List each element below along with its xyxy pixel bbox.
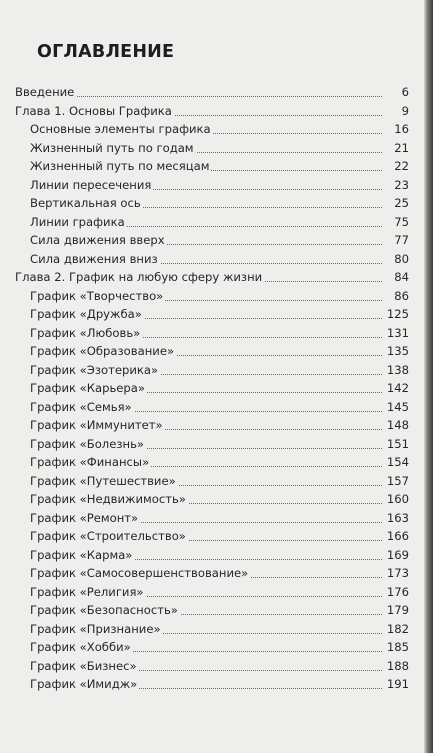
toc-entry-title-wrapper bbox=[30, 620, 163, 639]
toc-section-entry[interactable] bbox=[0, 231, 424, 250]
toc-entry-title: График «Образование» bbox=[30, 344, 175, 358]
toc-page-number: 188 bbox=[385, 657, 409, 676]
toc-page-number: 80 bbox=[392, 250, 409, 269]
toc-entry-title-wrapper bbox=[30, 583, 146, 602]
toc-entry-title: График «Ремонт» bbox=[30, 510, 139, 525]
toc-section-entry[interactable] bbox=[0, 601, 424, 620]
toc-page-number: 125 bbox=[385, 305, 409, 324]
toc-page-number: 157 bbox=[385, 472, 409, 491]
toc-entry-title: График «Дружба» bbox=[30, 307, 142, 321]
toc-entry-title-wrapper bbox=[15, 102, 174, 121]
toc-entry-title-wrapper bbox=[30, 435, 146, 454]
toc-entry-title: Сила движения вверх bbox=[30, 233, 165, 247]
toc-section-entry[interactable] bbox=[0, 194, 424, 213]
toc-entry-title: Линии графика bbox=[30, 214, 125, 229]
toc-entry-title: Жизненный путь по годам bbox=[30, 140, 194, 155]
toc-section-entry[interactable] bbox=[0, 250, 424, 269]
toc-page-number: 21 bbox=[392, 139, 409, 158]
toc-entry-title: Вертикальная ось bbox=[30, 196, 141, 210]
toc-entry-title: График «Творчество» bbox=[30, 288, 164, 303]
toc-entry-title: График «Карьера» bbox=[30, 381, 145, 395]
toc-entry-title: График «Карма» bbox=[30, 547, 133, 562]
toc-page-number: 191 bbox=[385, 675, 409, 694]
toc-entry-title-wrapper bbox=[30, 509, 140, 528]
toc-page-number: 151 bbox=[385, 435, 409, 454]
toc-section-entry[interactable] bbox=[0, 527, 424, 546]
toc-section-entry[interactable] bbox=[0, 638, 424, 657]
toc-section-entry[interactable] bbox=[0, 620, 424, 639]
toc-page-number: 182 bbox=[385, 620, 409, 639]
toc-entry-title-wrapper bbox=[30, 657, 139, 676]
toc-section-entry[interactable] bbox=[0, 361, 424, 380]
toc-entry-title-wrapper bbox=[30, 453, 151, 472]
toc-page-number: 9 bbox=[400, 102, 409, 121]
toc-entry-title-wrapper bbox=[30, 139, 196, 158]
toc-page-number: 84 bbox=[392, 268, 409, 287]
toc-entry-title-wrapper bbox=[30, 231, 167, 250]
toc-section-entry[interactable] bbox=[0, 287, 424, 306]
toc-section-entry[interactable] bbox=[0, 490, 424, 509]
toc-chapter-entry[interactable] bbox=[0, 268, 424, 287]
toc-section-entry[interactable] bbox=[0, 564, 424, 583]
toc-entry-title: Жизненный путь по месяцам bbox=[30, 159, 210, 173]
toc-section-entry[interactable] bbox=[0, 120, 424, 139]
toc-page-number: 75 bbox=[392, 213, 409, 232]
toc-entry-title-wrapper bbox=[30, 379, 147, 398]
toc-section-entry[interactable] bbox=[0, 213, 424, 232]
toc-section-entry[interactable] bbox=[0, 657, 424, 676]
toc-entry-title-wrapper bbox=[30, 250, 160, 269]
toc-section-entry[interactable] bbox=[0, 472, 424, 491]
toc-entry-title: График «Хобби» bbox=[30, 640, 131, 654]
toc-page-number: 25 bbox=[392, 194, 409, 213]
toc-entry-title-wrapper bbox=[30, 305, 144, 324]
toc-entry-title: График «Семья» bbox=[30, 399, 132, 414]
toc-entry-title-wrapper bbox=[15, 268, 264, 287]
toc-entry-title: График «Религия» bbox=[30, 584, 144, 599]
toc-page-number: 77 bbox=[392, 231, 409, 250]
toc-entry-title-wrapper bbox=[30, 176, 153, 195]
toc-entry-title: Глава 2. График на любую сферу жизни bbox=[15, 270, 263, 284]
toc-entry-title: График «Эзотерика» bbox=[30, 362, 159, 377]
toc-section-entry[interactable] bbox=[0, 398, 424, 417]
toc-section-entry[interactable] bbox=[0, 416, 424, 435]
toc-section-entry[interactable] bbox=[0, 324, 424, 343]
toc-page-number: 138 bbox=[385, 361, 409, 380]
toc-entry-title: График «Финансы» bbox=[30, 455, 150, 469]
toc-page-number: 163 bbox=[385, 509, 409, 528]
toc-section-entry[interactable] bbox=[0, 139, 424, 158]
toc-section-entry[interactable] bbox=[0, 435, 424, 454]
toc-page-number: 169 bbox=[385, 546, 409, 565]
toc-entry-title-wrapper bbox=[30, 638, 133, 657]
toc-page-number: 16 bbox=[392, 120, 409, 139]
toc-section-entry[interactable] bbox=[0, 675, 424, 694]
toc-section-entry[interactable] bbox=[0, 305, 424, 324]
toc-entry-title-wrapper bbox=[15, 83, 76, 102]
toc-entry-title-wrapper bbox=[30, 527, 188, 546]
page-edge-shadow bbox=[424, 0, 433, 753]
toc-section-entry[interactable] bbox=[0, 379, 424, 398]
toc-entry-title: График «Признание» bbox=[30, 621, 161, 636]
toc-section-entry[interactable] bbox=[0, 546, 424, 565]
toc-entry-title-wrapper bbox=[30, 287, 165, 306]
toc-section-entry[interactable] bbox=[0, 342, 424, 361]
toc-page-number: 6 bbox=[400, 83, 409, 102]
toc-entry-title-wrapper bbox=[30, 490, 188, 509]
toc-chapter-entry[interactable] bbox=[0, 83, 424, 102]
toc-page-number: 173 bbox=[385, 564, 409, 583]
toc-section-entry[interactable] bbox=[0, 176, 424, 195]
toc-entry-title-wrapper bbox=[30, 601, 180, 620]
toc-entry-title: График «Имидж» bbox=[30, 677, 138, 691]
toc-section-entry[interactable] bbox=[0, 453, 424, 472]
toc-entry-title: График «Иммунитет» bbox=[30, 418, 163, 432]
toc-page-number: 185 bbox=[385, 638, 409, 657]
toc-page-number: 142 bbox=[385, 379, 409, 398]
toc-entry-title: Глава 1. Основы Графика bbox=[15, 103, 172, 118]
toc-entry-title-wrapper bbox=[30, 675, 139, 694]
toc-page-number: 176 bbox=[385, 583, 409, 602]
toc-page-number: 179 bbox=[385, 601, 409, 620]
toc-entry-title-wrapper bbox=[30, 194, 143, 213]
toc-entry-title-wrapper bbox=[30, 472, 178, 491]
toc-page-number: 131 bbox=[385, 324, 409, 343]
toc-page-number: 148 bbox=[385, 416, 409, 435]
toc-entry-title: График «Строительство» bbox=[30, 529, 186, 543]
toc-page-number: 145 bbox=[385, 398, 409, 417]
toc-entry-title: Основные элементы графика bbox=[30, 122, 211, 136]
toc-entry-title-wrapper bbox=[30, 120, 213, 139]
toc-section-entry[interactable] bbox=[0, 583, 424, 602]
toc-entry-title: Сила движения вниз bbox=[30, 251, 158, 266]
toc-entry-title-wrapper bbox=[30, 416, 165, 435]
toc-chapter-entry[interactable] bbox=[0, 102, 424, 121]
toc-entry-title-wrapper bbox=[30, 324, 142, 343]
toc-entry-title-wrapper bbox=[30, 398, 134, 417]
toc-page-number: 166 bbox=[385, 527, 409, 546]
table-of-contents bbox=[0, 83, 424, 694]
toc-page-number: 23 bbox=[392, 176, 409, 195]
toc-entry-title: Введение bbox=[15, 85, 75, 99]
toc-entry-title-wrapper bbox=[30, 361, 160, 380]
toc-section-entry[interactable] bbox=[0, 509, 424, 528]
toc-entry-title: График «Путешествие» bbox=[30, 473, 176, 488]
toc-entry-title: Линии пересечения bbox=[30, 177, 152, 192]
toc-heading: ОГЛАВЛЕНИЕ bbox=[37, 42, 175, 62]
toc-entry-title-wrapper bbox=[30, 546, 134, 565]
toc-entry-title-wrapper bbox=[30, 157, 211, 176]
toc-page-number: 160 bbox=[385, 490, 409, 509]
toc-page-number: 22 bbox=[392, 157, 409, 176]
toc-entry-title: График «Самосовершенствование» bbox=[30, 566, 249, 580]
toc-page-number: 135 bbox=[385, 342, 409, 361]
toc-entry-title: График «Бизнес» bbox=[30, 658, 137, 673]
toc-entry-title: График «Болезнь» bbox=[30, 436, 145, 451]
toc-entry-title-wrapper bbox=[30, 213, 127, 232]
toc-section-entry[interactable] bbox=[0, 157, 424, 176]
toc-entry-title: График «Безопасность» bbox=[30, 603, 178, 617]
toc-entry-title-wrapper bbox=[30, 564, 250, 583]
toc-entry-title: График «Недвижимость» bbox=[30, 492, 186, 506]
toc-entry-title: График «Любовь» bbox=[30, 325, 141, 340]
toc-page-number: 86 bbox=[392, 287, 409, 306]
toc-page-number: 154 bbox=[385, 453, 409, 472]
toc-entry-title-wrapper bbox=[30, 342, 176, 361]
